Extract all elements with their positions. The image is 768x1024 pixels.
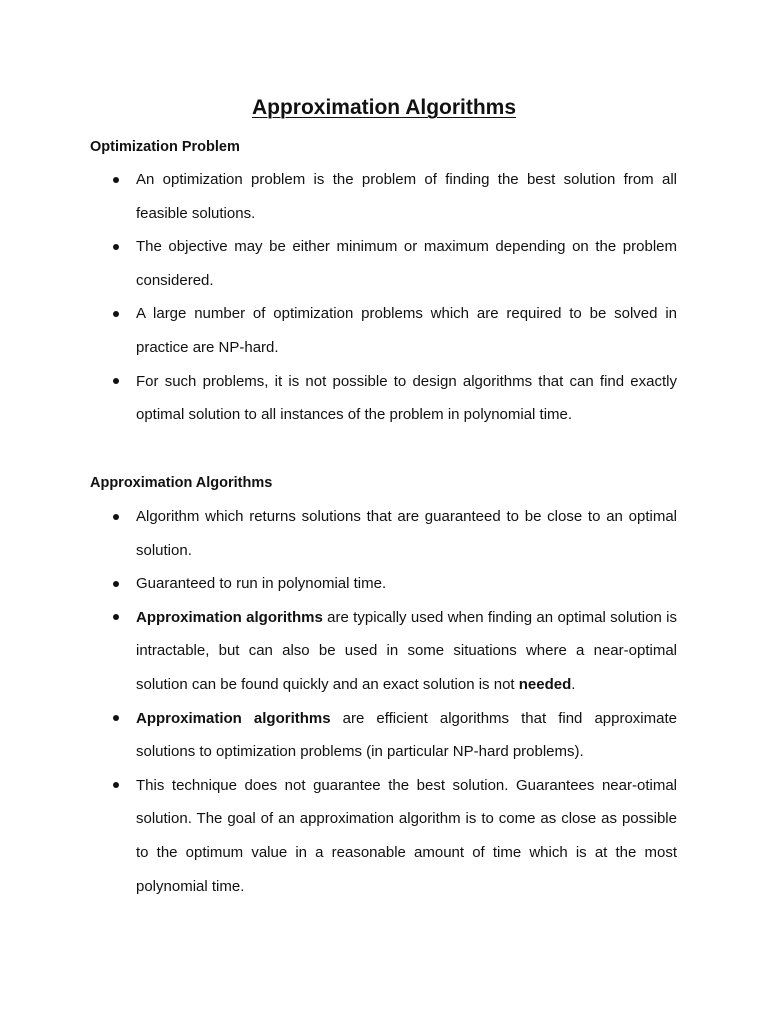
bullet-icon xyxy=(113,244,119,250)
bold-term: needed xyxy=(518,675,572,693)
bullet-icon xyxy=(113,782,119,788)
list-item-text: An optimization problem is the problem of finding the best solution from all feasible solutions. xyxy=(136,171,677,222)
list-item-text: For such problems, it is not possible to design algorithms that can find exactly optimal solution to all instances of the problem in polynomial time. xyxy=(136,372,677,424)
bullet-icon xyxy=(113,581,119,587)
section-heading-optimization-problem: Optimization Problem xyxy=(90,139,240,155)
document-title: Approximation Algorithms xyxy=(251,96,517,119)
bullet-icon xyxy=(113,614,119,620)
list-item-text: This technique does not guarantee the best solution. Guarantees near-otimal solution. The goal of an approximation algorithm is to come as close as possible to the optimum value in a reasonable amount of time which is at the most polynomial time. xyxy=(136,776,677,895)
list-item-text: The objective may be either minimum or maximum depending on the problem considered. xyxy=(136,238,677,289)
bold-term: Approximation algorithms xyxy=(136,709,331,727)
list-item-text: are efficient algorithms that find approximate solutions to optimization problems (in particular NP-hard problems). xyxy=(136,709,677,761)
list-item xyxy=(110,297,677,364)
list-item xyxy=(110,769,677,903)
bold-term: Approximation algorithms xyxy=(136,608,323,626)
list-item xyxy=(110,230,677,297)
bullet-icon xyxy=(113,177,119,183)
bullet-icon xyxy=(113,514,119,520)
section-heading-approximation-algorithms: Approximation Algorithms xyxy=(90,475,273,491)
list-item xyxy=(110,365,677,432)
bullet-icon xyxy=(113,378,119,384)
bullet-icon xyxy=(113,715,119,721)
list-item-text: A large number of optimization problems which are required to be solved in practice are NP-hard. xyxy=(136,305,677,356)
list-item-text: Algorithm which returns solutions that are guaranteed to be close to an optimal solution. xyxy=(136,508,677,559)
list-item xyxy=(110,702,677,769)
list-item-text-end: . xyxy=(571,675,576,693)
optimization-problem-list xyxy=(110,163,677,432)
list-item xyxy=(110,567,677,601)
approximation-algorithms-list xyxy=(110,500,677,903)
list-item-text: are typically used when finding an optimal solution is intractable, but can also be used in some situations where a near-optimal solution can be found quickly and an exact solution is not xyxy=(136,608,677,693)
bullet-icon xyxy=(113,311,119,317)
list-item xyxy=(110,500,677,567)
list-item-text: Guaranteed to run in polynomial time. xyxy=(136,575,387,593)
list-item xyxy=(110,163,677,230)
list-item xyxy=(110,601,677,702)
